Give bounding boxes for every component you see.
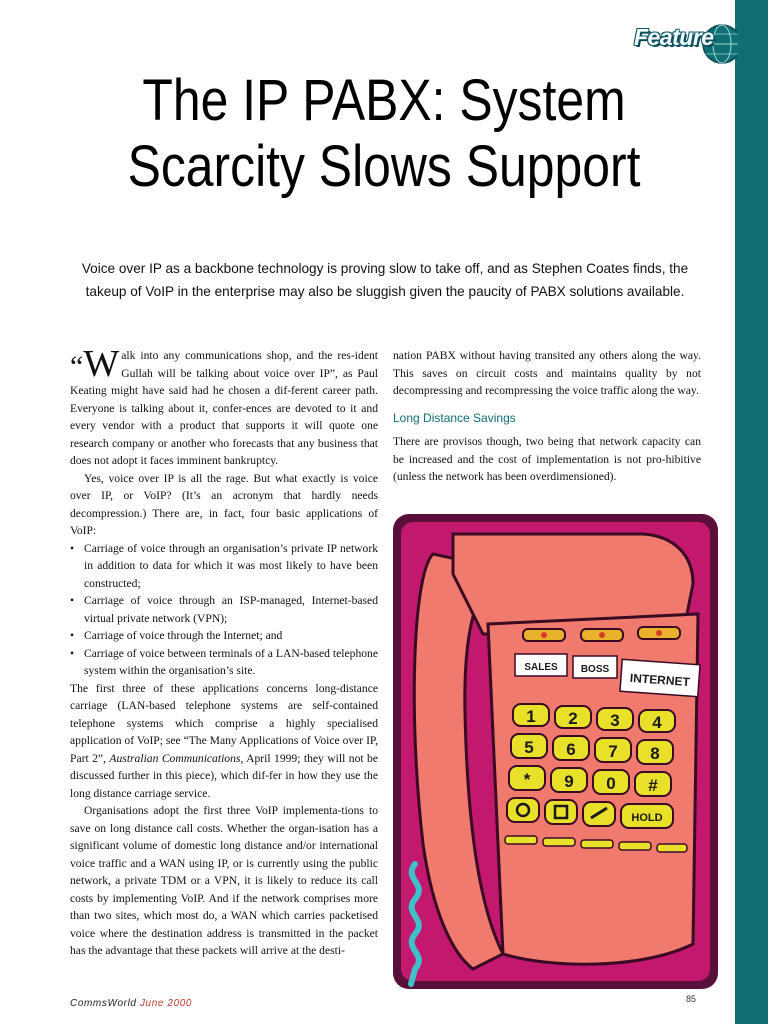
- paragraph-1: “W alk into any communications shop, and the res-ident Gullah will be talking about voice over IP”, as Paul Keating might have said had he chosen a dif-ferent career path. Everyone is talking about it, confer-ences are devoted to it and every vendor with a product that supports it will quote one research company or another who forecasts that any business that does not adopt it faces imminent bankruptcy.: [70, 343, 378, 467]
- application-list: [70, 540, 378, 680]
- teal-side-bar: [735, 0, 768, 1024]
- list-item: • Carriage of voice through the Internet; and: [84, 627, 378, 645]
- section-label: Feature: [634, 24, 714, 50]
- page-number: 85: [686, 994, 697, 1004]
- key-0: 0: [606, 774, 616, 793]
- key-1: 1: [526, 707, 536, 726]
- key-7: 7: [608, 742, 618, 761]
- article-title: [54, 68, 714, 200]
- paragraph-4: Organisations adopt the first three VoIP implementa-tions to save on long distance call costs. Whether the organ-isation has a significant volume of domestic long distance and/or international voice traffic and a WAN using IP, or is currently using the public network, a private TDM or a VPN, it is likely to reduce its call costs by implementing VoIP. And if the network comprises more than two sites, which most do, a WAN which carries packetised voice where the destination address is transmitted in the packet has the advantage that these packets will arrive at the desti-: [70, 804, 378, 957]
- standfirst: [60, 257, 710, 303]
- key-5: 5: [524, 738, 534, 757]
- footer-publication: CommsWorld June 2000: [70, 998, 193, 1009]
- article-column-left: [70, 343, 378, 960]
- key-hash: #: [648, 776, 658, 795]
- publication-citation: Australian Communications: [109, 751, 241, 765]
- paragraph-5: nation PABX without having transited any others along the way. This saves on circuit costs and maintains quality by not decompressing and recompressing the voice traffic along the way.: [393, 349, 701, 397]
- standfirst-line-2: takeup of VoIP in the enterprise may also be sluggish given the paucity of PABX solutions available.: [85, 284, 685, 299]
- button-label-boss: BOSS: [580, 664, 610, 675]
- list-item: • Carriage of voice between terminals of a LAN-based telephone system within the organisation’s site.: [84, 645, 378, 680]
- button-label-internet: INTERNET: [629, 670, 691, 690]
- paragraph-6: There are provisos though, two being that network capacity can be increased and the cost of implementation is not pro-hibitive (unless the network has been overdimensioned).: [393, 435, 701, 483]
- title-line-2: Scarcity Slows Support: [127, 134, 641, 199]
- paragraph-2: Yes, voice over IP is all the rage. But what exactly is voice over IP, or VoIP? (It’s an acronym that hardly needs decompression.) There are, in fact, four basic applications of VoIP:: [70, 471, 378, 537]
- key-4: 4: [652, 713, 662, 732]
- drop-cap: “W: [70, 343, 120, 385]
- key-6: 6: [566, 740, 576, 759]
- list-item: • Carriage of voice through an organisation’s private IP network in addition to data for which it was most likely to have been constructed;: [84, 540, 378, 593]
- key-9: 9: [564, 772, 574, 791]
- standfirst-line-1: Voice over IP as a backbone technology is proving slow to take off, and as Stephen Coates finds, the: [81, 261, 689, 276]
- key-star: *: [523, 770, 531, 789]
- key-hold: HOLD: [631, 812, 663, 824]
- key-8: 8: [650, 744, 660, 763]
- telephone-illustration: [393, 514, 718, 989]
- paragraph-3: The first three of these applications concerns long-distance carriage (LAN-based telephone systems are self-contained telephone systems which comprise a highly specialised application of VoIP; see “The Many Applications of Voice over IP, Part 2”, Australian Communications, April 1999; they will not be discussed further in this piece), which dif-fer in how they use the long distance carriage service.: [70, 681, 378, 800]
- key-3: 3: [610, 711, 620, 730]
- button-label-sales: SALES: [524, 662, 558, 673]
- article-column-right: [393, 347, 701, 486]
- subheading: Long Distance Savings: [393, 410, 516, 425]
- list-item: • Carriage of voice through an ISP-managed, Internet-based virtual private network (VPN);: [84, 592, 378, 627]
- footer-date: June 2000: [139, 998, 193, 1009]
- key-2: 2: [568, 709, 578, 728]
- title-line-1: The IP PABX: System: [142, 68, 626, 133]
